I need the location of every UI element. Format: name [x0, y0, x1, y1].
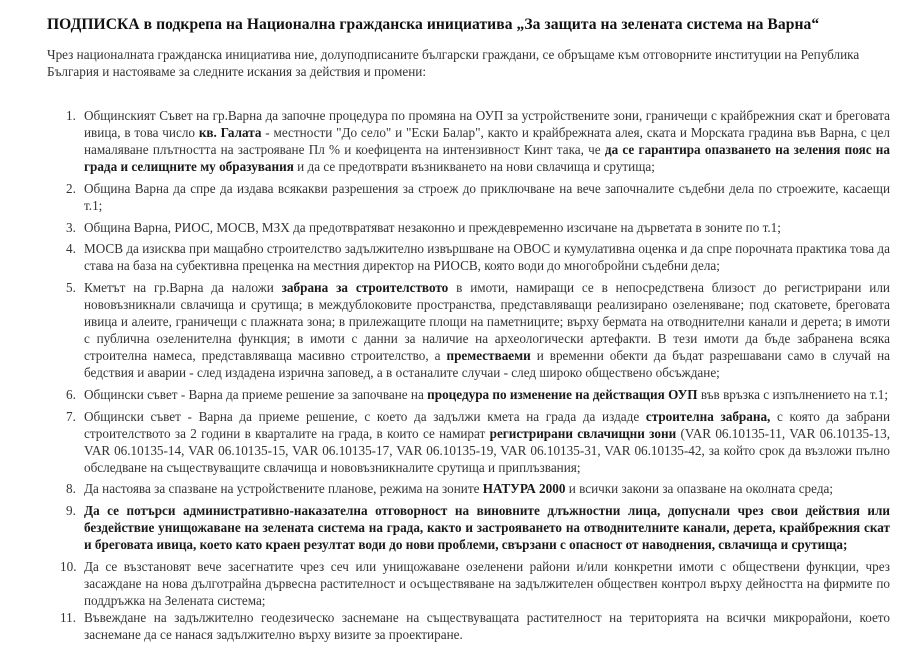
text-segment: Въвеждане на задължително геодезическо заснемане на съществуващата растителност на територията на всички микрорайони, което заснемане да се нанася задължително върху визите за проектиране.: [84, 610, 890, 643]
item-text: [84, 408, 890, 476]
text-segment: Кметът на гр.Варна да наложи: [84, 279, 282, 295]
list-item: [40, 480, 890, 497]
bold-text-segment: Да се потърси административно-наказателна отговорност на виновните длъжностни лица, допуснали чрез свои действия или бездействие унищожаване на зелената система на града, както и застрояването на отводнителните канали, дерета, крайбрежния скат и бреговата ивица, което като краен резултат води до нови проблеми, свързани с опасност от наводнения, свлачища и срутища;: [84, 502, 890, 553]
bold-text-segment: строителна забрана,: [645, 408, 771, 424]
bold-text-segment: регистрирани свлачищни зони: [489, 425, 677, 441]
text-segment: в имоти, намиращи се в непосредствена близост до регистрирани или нововъзникнали свлачища и срутища; в междублоковите пространства, представляващи реализирано озеленяване; под скатовете, бреговата ивица и алеите, граничещи с плажната зона; в прилежащите площи на паметниците; върху бермата на отводнителни канали и дерета; в имоти с публична озеленителна функция; в имоти с данни за наличие на археологически артефакти. В тези имоти да бъде забранена всяка строителна намеса, представляваща масивно строителство, а: [84, 279, 890, 364]
list-item: [40, 279, 890, 382]
item-text: [84, 180, 890, 214]
list-item: [40, 219, 890, 236]
item-text: [84, 558, 890, 609]
list-item: [40, 107, 890, 175]
bold-text-segment: да се гарантира опазването на зеления пояс на града и селищните му образувания: [84, 142, 890, 175]
list-item: [40, 502, 890, 553]
item-number: 4.: [66, 241, 76, 257]
text-segment: и всички закони за опазване на околната среда;: [565, 481, 834, 497]
text-segment: (VAR 06.10135-11, VAR 06.10135-13, VAR 06.10135-14, VAR 06.10135-15, VAR 06.10135-17, VAR 06.10135-19, VAR 06.10135-31, VAR 06.10135-42, за който срок да възложи пълно обследване на съществуващите свлачища и нововъзникналите срутища и приплъзвания;: [84, 425, 890, 475]
item-text: [84, 107, 890, 175]
text-segment: с която да забрани строителството за 2 години в кварталите на града, в които се намират: [84, 408, 891, 441]
item-number: 7.: [66, 408, 76, 424]
bold-text-segment: забрана за строителството: [281, 279, 449, 295]
item-number: 9.: [66, 502, 76, 518]
item-number: 8.: [66, 481, 76, 497]
text-segment: във връзка с изпълнението на т.1;: [697, 386, 889, 402]
item-number: 3.: [66, 219, 76, 235]
text-segment: Община Варна да спре да издава всякакви разрешения за строеж до приключване на вече започналите съдебни дела по строежите, касаещи т.1;: [84, 180, 890, 213]
bold-text-segment: процедура по изменение на действащия ОУП: [427, 386, 698, 402]
item-number: 11.: [60, 610, 76, 626]
intro-paragraph: Чрез националната гражданска инициатива ние, долуподписаните български граждани, се обръщаме към отговорните институции на Република България и настояваме за следните искания за действия и промени:: [47, 47, 860, 79]
bold-text-segment: преместваеми: [446, 348, 531, 364]
item-number: 6.: [66, 386, 76, 402]
text-segment: Общински съвет - Варна да приеме решение за започване на: [84, 386, 428, 402]
text-segment: Общинският Съвет на гр.Варна да започне процедура по промяна на ОУП за устройствените зони, граничещи с крайбрежния скат и бреговата ивица, в това число: [84, 108, 890, 141]
bold-text-segment: кв. Галата: [198, 125, 262, 141]
item-text: [84, 279, 890, 382]
text-segment: Да се възстановят вече засегнатите чрез сеч или унищожаване озеленени райони и/или конкретни имоти с обществени функции, чрез засаждане на нова дълготрайна дървесна растителност и осъществяване на задължителен обществен контрол върху дейността на фирмите по поддръжка на Зелената система;: [84, 558, 890, 608]
text-segment: и временни обекти да бъдат разрешавани само в случай на бедствия и аварии - след издадена изрична заповед, а в останалите случаи - след широко обществено обсъждане;: [84, 348, 890, 381]
text-segment: МОСВ да изисква при мащабно строителство задължително извършване на ОВОС и кумулативна оценка и да спре порочната практика това да става на база на субективна преценка на местния директор на РИОСВ, която води до многобройни съдебни дела;: [84, 241, 890, 274]
bold-text-segment: НАТУРА 2000: [482, 481, 566, 497]
list-item: [40, 240, 890, 274]
item-text: [84, 502, 890, 553]
text-segment: и да се предотврати възникването на нови свлачища и срутища;: [293, 159, 655, 175]
item-text: [84, 480, 890, 497]
list-item: [40, 558, 890, 609]
item-number: 1.: [66, 108, 76, 123]
list-item: [40, 180, 890, 214]
text-segment: - местности "До село" и "Ески Балар", както и крайбрежната алея, ската и Морската градина във Варна, с цел намаляване плътността на застрояване Пл % и коефицента на интензивност Кинт така, че: [84, 125, 890, 158]
item-text: [84, 219, 890, 236]
item-number: 5.: [66, 279, 76, 295]
item-text: [84, 609, 890, 643]
list-item: [40, 408, 890, 476]
item-number: 2.: [66, 180, 76, 196]
text-segment: Община Варна, РИОС, МОСВ, МЗХ да предотвратяват незаконно и преждевременно изсичане на дърветата в зоните по т.1;: [84, 219, 781, 235]
list-item: [40, 386, 890, 403]
item-text: [84, 240, 890, 274]
list-item: [40, 609, 890, 643]
document-title: ПОДПИСКА в подкрепа на Национална гражданска инициатива „За защита на зелената система на Варна“: [47, 16, 820, 33]
demands-list: [40, 107, 890, 648]
item-number: 10.: [60, 558, 77, 574]
text-segment: Да настоява за спазване на устройствените планове, режима на зоните: [84, 481, 483, 497]
text-segment: Общински съвет - Варна да приеме решение, с което да задължи кмета на града да издаде: [84, 408, 646, 424]
item-text: [84, 386, 890, 403]
